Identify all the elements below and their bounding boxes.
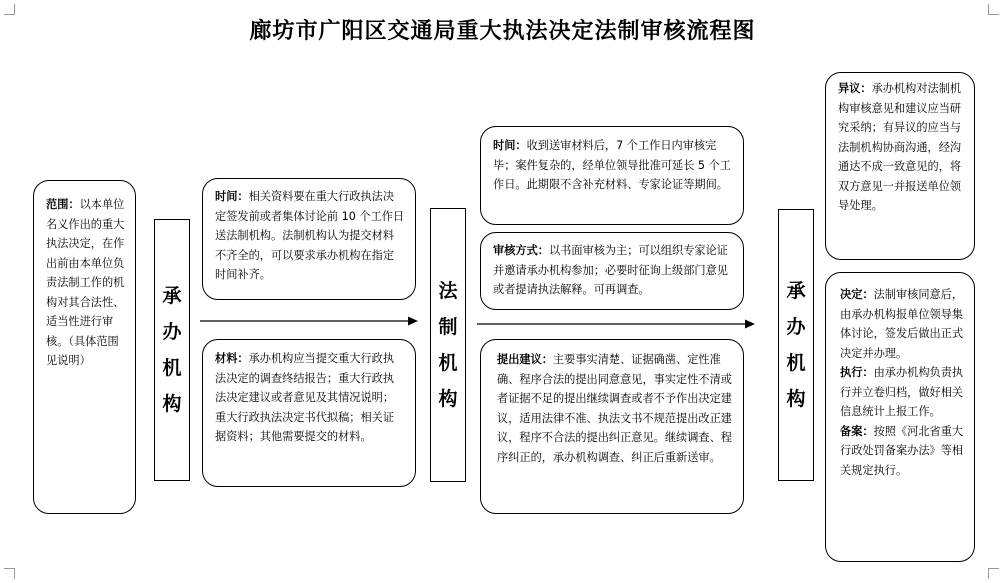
legal-org-char: 机 [438, 352, 458, 374]
handling-org-left-char: 办 [162, 321, 182, 343]
review-time-box [480, 126, 744, 225]
corner-mark-top-right [988, 4, 999, 15]
handling-org-right-char: 机 [786, 352, 806, 374]
proposal-text: 主要事实清楚、证据确凿、定性准确、程序合法的提出同意意见，事实定性不清或者证据不足的提出继续调查或者不予作出决定建议，适用法律不准、执法文书不规范提出改正建议，程序不合法的提出纠正意见。继续调查、程序纠正的，承办机构调查、纠正后重新送审。 [497, 353, 732, 464]
submit-time-label: 时间： [215, 190, 249, 203]
legal-org-char: 制 [438, 316, 458, 338]
proposal-box [480, 339, 744, 514]
materials-label: 材料： [215, 352, 249, 365]
flow-arrow-to-handling [475, 317, 757, 331]
review-method-box [480, 232, 744, 310]
legal-org-char: 法 [438, 280, 458, 302]
review-time-text: 收到送审材料后，7 个工作日内审核完毕；案件复杂的，经单位领导批准可延长 5 个工作日。此期限不含补充材料、专家论证等期间。 [493, 139, 731, 191]
scope-box [33, 180, 136, 514]
scope-text: 以本单位名义作出的重大执法决定，在作出前由本单位负责法制工作的机构对其合法性、适当性进行审核。（具体范围见说明） [46, 198, 125, 367]
objection-box [825, 72, 975, 260]
handling-org-right-char: 构 [786, 388, 806, 410]
handling-org-left-char: 承 [162, 285, 182, 307]
submit-time-box [202, 178, 416, 300]
filing-text: 按照《河北省重大行政处罚备案办法》等相关规定执行。 [840, 424, 964, 477]
filing-label: 备案： [840, 424, 874, 438]
decision-text: 法制审核同意后，由承办机构报单位领导集体讨论，签发后做出正式决定并办理。 [840, 288, 964, 360]
review-method-text: 以书面审核为主；可以组织专家论证并邀请承办机构参加；必要时征询上级部门意见或者提请执法解释。可再调查。 [493, 244, 728, 296]
execute-text: 由承办机构负责执行并立卷归档，做好相关信息统计上报工作。 [840, 366, 964, 418]
objection-text: 承办机构对法制机构审核意见和建议应当研究采纳；有异议的应当与法制机构协商沟通，经沟通达不成一致意见的，将双方意见一并报送单位领导处理。 [838, 82, 962, 212]
corner-mark-top-left [4, 4, 15, 15]
decision-box [825, 272, 975, 562]
decision-label: 决定： [840, 288, 874, 301]
execute-label: 执行： [840, 366, 874, 379]
legal-org-center [430, 208, 466, 482]
review-time-label: 时间： [493, 139, 527, 152]
scope-label: 范围： [46, 198, 80, 211]
flow-arrow-to-legal [198, 314, 420, 328]
handling-org-left [154, 219, 190, 481]
legal-org-char: 构 [438, 388, 458, 410]
decision-section [840, 285, 966, 363]
objection-label: 异议： [838, 82, 872, 95]
handling-org-right-char: 办 [786, 316, 806, 338]
handling-org-right-char: 承 [786, 280, 806, 302]
review-method-label: 审核方式： [493, 244, 549, 257]
materials-box [202, 339, 416, 487]
handling-org-left-char: 机 [162, 357, 182, 379]
submit-time-text: 相关资料要在重大行政执法决定签发前或者集体讨论前 10 个工作日送法制机构。法制机构认为提交材料不齐全的，可以要求承办机构在指定时间补齐。 [215, 190, 405, 281]
handling-org-left-char: 构 [162, 393, 182, 415]
corner-mark-bottom-left [4, 568, 15, 579]
proposal-label: 提出建议： [497, 353, 553, 366]
page-title: 廊坊市广阳区交通局重大执法决定法制审核流程图 [249, 19, 756, 44]
materials-text: 承办机构应当提交重大行政执法决定的调查终结报告；重大行政执法决定建议或者意见及其情况说明；重大行政执法决定书代拟稿；相关证据资料；其他需要提交的材料。 [215, 352, 395, 443]
filing-section [840, 422, 966, 481]
handling-org-right [778, 209, 814, 481]
execute-section [840, 363, 966, 422]
corner-mark-bottom-right [988, 568, 999, 579]
